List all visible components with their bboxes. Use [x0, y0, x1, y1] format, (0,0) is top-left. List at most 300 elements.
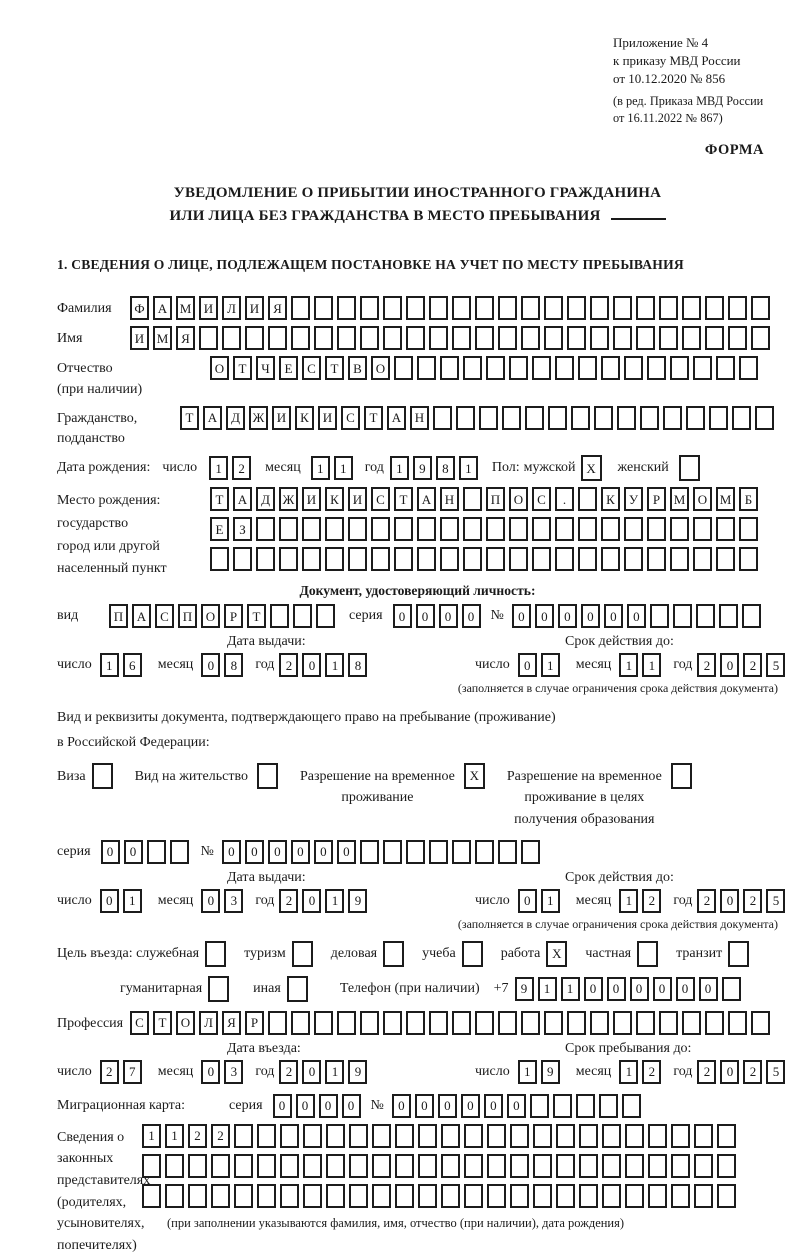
- char-box[interactable]: [728, 296, 747, 320]
- char-box[interactable]: [452, 326, 471, 350]
- char-box[interactable]: [463, 487, 482, 511]
- char-box[interactable]: [429, 296, 448, 320]
- char-box[interactable]: 0: [201, 653, 220, 677]
- char-box[interactable]: 0: [416, 604, 435, 628]
- char-box[interactable]: И: [318, 406, 337, 430]
- char-box[interactable]: [234, 1184, 253, 1208]
- char-box[interactable]: [694, 1124, 713, 1148]
- char-box[interactable]: 2: [100, 1060, 119, 1084]
- char-box[interactable]: [670, 517, 689, 541]
- char-box[interactable]: 0: [535, 604, 554, 628]
- char-box[interactable]: [647, 356, 666, 380]
- char-box[interactable]: [486, 356, 505, 380]
- char-box[interactable]: 2: [642, 889, 661, 913]
- char-box[interactable]: [475, 840, 494, 864]
- char-box[interactable]: [732, 406, 751, 430]
- char-box[interactable]: [487, 1184, 506, 1208]
- char-box[interactable]: [395, 1124, 414, 1148]
- char-box[interactable]: А: [387, 406, 406, 430]
- char-box[interactable]: [302, 517, 321, 541]
- char-box[interactable]: [245, 326, 264, 350]
- char-box[interactable]: 2: [279, 1060, 298, 1084]
- char-box[interactable]: [590, 296, 609, 320]
- char-box[interactable]: О: [176, 1011, 195, 1035]
- char-box[interactable]: [636, 326, 655, 350]
- char-box[interactable]: [509, 547, 528, 571]
- char-box[interactable]: [625, 1184, 644, 1208]
- char-box[interactable]: 1: [142, 1124, 161, 1148]
- char-box[interactable]: [705, 296, 724, 320]
- char-box[interactable]: [441, 1124, 460, 1148]
- char-box[interactable]: 0: [653, 977, 672, 1001]
- char-box[interactable]: Ф: [130, 296, 149, 320]
- char-box[interactable]: [464, 1184, 483, 1208]
- char-box[interactable]: 0: [337, 840, 356, 864]
- char-box[interactable]: [728, 941, 749, 967]
- char-box[interactable]: [602, 1184, 621, 1208]
- char-box[interactable]: [406, 1011, 425, 1035]
- char-box[interactable]: [578, 547, 597, 571]
- char-box[interactable]: [671, 763, 692, 789]
- char-box[interactable]: [188, 1184, 207, 1208]
- char-box[interactable]: [291, 326, 310, 350]
- char-box[interactable]: [590, 326, 609, 350]
- char-box[interactable]: О: [210, 356, 229, 380]
- char-box[interactable]: [640, 406, 659, 430]
- char-box[interactable]: [556, 1184, 575, 1208]
- char-box[interactable]: П: [109, 604, 128, 628]
- char-box[interactable]: 1: [541, 889, 560, 913]
- char-box[interactable]: [233, 547, 252, 571]
- char-box[interactable]: [211, 1184, 230, 1208]
- char-box[interactable]: [406, 326, 425, 350]
- char-box[interactable]: [663, 406, 682, 430]
- char-box[interactable]: [462, 941, 483, 967]
- char-box[interactable]: [440, 517, 459, 541]
- char-box[interactable]: И: [348, 487, 367, 511]
- char-box[interactable]: 0: [245, 840, 264, 864]
- char-box[interactable]: 0: [100, 889, 119, 913]
- char-box[interactable]: Н: [410, 406, 429, 430]
- char-box[interactable]: А: [203, 406, 222, 430]
- char-box[interactable]: 0: [518, 889, 537, 913]
- char-box[interactable]: Ж: [249, 406, 268, 430]
- char-box[interactable]: [553, 1094, 572, 1118]
- char-box[interactable]: [440, 356, 459, 380]
- char-box[interactable]: [302, 547, 321, 571]
- char-box[interactable]: 1: [541, 653, 560, 677]
- char-box[interactable]: Я: [268, 296, 287, 320]
- char-box[interactable]: [395, 1184, 414, 1208]
- char-box[interactable]: [463, 517, 482, 541]
- char-box[interactable]: [372, 1154, 391, 1178]
- char-box[interactable]: [325, 517, 344, 541]
- char-box[interactable]: 1: [518, 1060, 537, 1084]
- char-box[interactable]: [326, 1184, 345, 1208]
- char-box[interactable]: [418, 1184, 437, 1208]
- char-box[interactable]: [544, 1011, 563, 1035]
- char-box[interactable]: [280, 1154, 299, 1178]
- char-box[interactable]: [417, 547, 436, 571]
- char-box[interactable]: [234, 1154, 253, 1178]
- char-box[interactable]: [394, 517, 413, 541]
- char-box[interactable]: [571, 406, 590, 430]
- char-box[interactable]: [92, 763, 113, 789]
- char-box[interactable]: [716, 517, 735, 541]
- char-box[interactable]: [670, 547, 689, 571]
- char-box[interactable]: [579, 1184, 598, 1208]
- char-box[interactable]: [659, 326, 678, 350]
- char-box[interactable]: К: [295, 406, 314, 430]
- char-box[interactable]: [475, 296, 494, 320]
- char-box[interactable]: 0: [720, 653, 739, 677]
- char-box[interactable]: [142, 1154, 161, 1178]
- char-box[interactable]: Я: [222, 1011, 241, 1035]
- char-box[interactable]: [624, 356, 643, 380]
- char-box[interactable]: [510, 1154, 529, 1178]
- char-box[interactable]: 0: [201, 889, 220, 913]
- char-box[interactable]: [521, 1011, 540, 1035]
- char-box[interactable]: [601, 356, 620, 380]
- char-box[interactable]: 1: [619, 889, 638, 913]
- char-box[interactable]: О: [693, 487, 712, 511]
- char-box[interactable]: 0: [676, 977, 695, 1001]
- char-box[interactable]: 0: [302, 653, 321, 677]
- char-box[interactable]: 5: [766, 653, 785, 677]
- char-box[interactable]: [556, 1124, 575, 1148]
- char-box[interactable]: [755, 406, 774, 430]
- char-box[interactable]: 0: [584, 977, 603, 1001]
- char-box[interactable]: О: [509, 487, 528, 511]
- char-box[interactable]: 1: [100, 653, 119, 677]
- char-box[interactable]: [716, 356, 735, 380]
- char-box[interactable]: 2: [743, 1060, 762, 1084]
- char-box[interactable]: 0: [124, 840, 143, 864]
- char-box[interactable]: 2: [279, 653, 298, 677]
- char-box[interactable]: [441, 1154, 460, 1178]
- char-box[interactable]: [406, 296, 425, 320]
- char-box[interactable]: [717, 1154, 736, 1178]
- char-box[interactable]: [498, 840, 517, 864]
- char-box[interactable]: И: [130, 326, 149, 350]
- char-box[interactable]: [599, 1094, 618, 1118]
- char-box[interactable]: [383, 1011, 402, 1035]
- char-box[interactable]: [303, 1184, 322, 1208]
- char-box[interactable]: [693, 547, 712, 571]
- char-box[interactable]: 0: [630, 977, 649, 1001]
- char-box[interactable]: 1: [334, 456, 353, 480]
- char-box[interactable]: Д: [256, 487, 275, 511]
- char-box[interactable]: [602, 1124, 621, 1148]
- char-box[interactable]: [383, 840, 402, 864]
- char-box[interactable]: [456, 406, 475, 430]
- char-box[interactable]: [395, 1154, 414, 1178]
- char-box[interactable]: [452, 840, 471, 864]
- char-box[interactable]: [590, 1011, 609, 1035]
- char-box[interactable]: А: [153, 296, 172, 320]
- char-box[interactable]: 0: [268, 840, 287, 864]
- char-box[interactable]: [502, 406, 521, 430]
- char-box[interactable]: [383, 941, 404, 967]
- char-box[interactable]: [682, 1011, 701, 1035]
- char-box[interactable]: [617, 406, 636, 430]
- char-box[interactable]: [433, 406, 452, 430]
- char-box[interactable]: 0: [296, 1094, 315, 1118]
- char-box[interactable]: Е: [279, 356, 298, 380]
- char-box[interactable]: [751, 296, 770, 320]
- char-box[interactable]: [648, 1124, 667, 1148]
- char-box[interactable]: 0: [462, 604, 481, 628]
- char-box[interactable]: [303, 1124, 322, 1148]
- char-box[interactable]: 0: [393, 604, 412, 628]
- char-box[interactable]: 0: [342, 1094, 361, 1118]
- char-box[interactable]: 0: [273, 1094, 292, 1118]
- char-box[interactable]: 0: [222, 840, 241, 864]
- char-box[interactable]: [314, 326, 333, 350]
- char-box[interactable]: [256, 547, 275, 571]
- char-box[interactable]: [463, 356, 482, 380]
- char-box[interactable]: И: [302, 487, 321, 511]
- char-box[interactable]: 2: [232, 456, 251, 480]
- char-box[interactable]: С: [532, 487, 551, 511]
- char-box[interactable]: [578, 487, 597, 511]
- char-box[interactable]: [463, 547, 482, 571]
- char-box[interactable]: 8: [224, 653, 243, 677]
- char-box[interactable]: [441, 1184, 460, 1208]
- char-box[interactable]: 1: [459, 456, 478, 480]
- char-box[interactable]: [521, 326, 540, 350]
- char-box[interactable]: [509, 356, 528, 380]
- char-box[interactable]: [287, 976, 308, 1002]
- char-box[interactable]: [279, 547, 298, 571]
- char-box[interactable]: О: [371, 356, 390, 380]
- char-box[interactable]: [257, 763, 278, 789]
- char-box[interactable]: [475, 326, 494, 350]
- char-box[interactable]: [602, 1154, 621, 1178]
- char-box[interactable]: [625, 1124, 644, 1148]
- char-box[interactable]: 0: [607, 977, 626, 1001]
- char-box[interactable]: [170, 840, 189, 864]
- char-box[interactable]: Б: [739, 487, 758, 511]
- char-box[interactable]: [682, 326, 701, 350]
- char-box[interactable]: [509, 517, 528, 541]
- char-box[interactable]: 2: [743, 889, 762, 913]
- char-box[interactable]: [268, 326, 287, 350]
- char-box[interactable]: 1: [561, 977, 580, 1001]
- char-box[interactable]: [739, 517, 758, 541]
- char-box[interactable]: Я: [176, 326, 195, 350]
- char-box[interactable]: [533, 1184, 552, 1208]
- char-box[interactable]: .: [555, 487, 574, 511]
- char-box[interactable]: [647, 517, 666, 541]
- char-box[interactable]: [613, 326, 632, 350]
- char-box[interactable]: М: [153, 326, 172, 350]
- char-box[interactable]: М: [670, 487, 689, 511]
- char-box[interactable]: Т: [180, 406, 199, 430]
- char-box[interactable]: [464, 1154, 483, 1178]
- char-box[interactable]: [360, 840, 379, 864]
- char-box[interactable]: 1: [619, 653, 638, 677]
- char-box[interactable]: [555, 517, 574, 541]
- char-box[interactable]: 2: [697, 889, 716, 913]
- char-box[interactable]: [292, 941, 313, 967]
- char-box[interactable]: [314, 1011, 333, 1035]
- char-box[interactable]: 1: [123, 889, 142, 913]
- char-box[interactable]: К: [601, 487, 620, 511]
- char-box[interactable]: [567, 1011, 586, 1035]
- char-box[interactable]: [709, 406, 728, 430]
- char-box[interactable]: [624, 517, 643, 541]
- char-box[interactable]: [671, 1184, 690, 1208]
- char-box[interactable]: [498, 1011, 517, 1035]
- char-box[interactable]: [452, 1011, 471, 1035]
- char-box[interactable]: [693, 356, 712, 380]
- char-box[interactable]: 9: [413, 456, 432, 480]
- char-box[interactable]: [555, 547, 574, 571]
- char-box[interactable]: X: [581, 455, 602, 481]
- char-box[interactable]: [291, 1011, 310, 1035]
- char-box[interactable]: Ж: [279, 487, 298, 511]
- char-box[interactable]: Т: [210, 487, 229, 511]
- char-box[interactable]: [670, 356, 689, 380]
- char-box[interactable]: 2: [642, 1060, 661, 1084]
- char-box[interactable]: [486, 517, 505, 541]
- char-box[interactable]: [418, 1124, 437, 1148]
- char-box[interactable]: 9: [348, 889, 367, 913]
- char-box[interactable]: [498, 326, 517, 350]
- char-box[interactable]: [147, 840, 166, 864]
- char-box[interactable]: 1: [325, 889, 344, 913]
- char-box[interactable]: 0: [438, 1094, 457, 1118]
- char-box[interactable]: [717, 1124, 736, 1148]
- char-box[interactable]: [208, 976, 229, 1002]
- char-box[interactable]: [705, 326, 724, 350]
- char-box[interactable]: [673, 604, 692, 628]
- char-box[interactable]: [349, 1184, 368, 1208]
- char-box[interactable]: Т: [325, 356, 344, 380]
- char-box[interactable]: [486, 547, 505, 571]
- char-box[interactable]: С: [371, 487, 390, 511]
- char-box[interactable]: [624, 547, 643, 571]
- char-box[interactable]: [647, 547, 666, 571]
- char-box[interactable]: 1: [165, 1124, 184, 1148]
- char-box[interactable]: 9: [348, 1060, 367, 1084]
- char-box[interactable]: [636, 1011, 655, 1035]
- char-box[interactable]: [418, 1154, 437, 1178]
- char-box[interactable]: Ч: [256, 356, 275, 380]
- char-box[interactable]: [686, 406, 705, 430]
- char-box[interactable]: [728, 1011, 747, 1035]
- char-box[interactable]: 0: [581, 604, 600, 628]
- char-box[interactable]: [429, 1011, 448, 1035]
- char-box[interactable]: Р: [647, 487, 666, 511]
- char-box[interactable]: [475, 1011, 494, 1035]
- char-box[interactable]: [314, 296, 333, 320]
- char-box[interactable]: Л: [199, 1011, 218, 1035]
- char-box[interactable]: [694, 1154, 713, 1178]
- char-box[interactable]: [165, 1184, 184, 1208]
- char-box[interactable]: 0: [201, 1060, 220, 1084]
- char-box[interactable]: [326, 1154, 345, 1178]
- char-box[interactable]: 5: [766, 1060, 785, 1084]
- char-box[interactable]: М: [716, 487, 735, 511]
- char-box[interactable]: 1: [325, 1060, 344, 1084]
- char-box[interactable]: У: [624, 487, 643, 511]
- char-box[interactable]: [371, 547, 390, 571]
- char-box[interactable]: [383, 326, 402, 350]
- char-box[interactable]: [576, 1094, 595, 1118]
- char-box[interactable]: 5: [766, 889, 785, 913]
- char-box[interactable]: [622, 1094, 641, 1118]
- char-box[interactable]: 2: [188, 1124, 207, 1148]
- char-box[interactable]: [316, 604, 335, 628]
- char-box[interactable]: [372, 1184, 391, 1208]
- char-box[interactable]: [440, 547, 459, 571]
- char-box[interactable]: С: [130, 1011, 149, 1035]
- char-box[interactable]: А: [132, 604, 151, 628]
- char-box[interactable]: [383, 296, 402, 320]
- char-box[interactable]: 6: [123, 653, 142, 677]
- char-box[interactable]: Е: [210, 517, 229, 541]
- char-box[interactable]: 9: [541, 1060, 560, 1084]
- char-box[interactable]: [349, 1124, 368, 1148]
- char-box[interactable]: [728, 326, 747, 350]
- char-box[interactable]: [257, 1124, 276, 1148]
- char-box[interactable]: 0: [415, 1094, 434, 1118]
- char-box[interactable]: [525, 406, 544, 430]
- char-box[interactable]: М: [176, 296, 195, 320]
- char-box[interactable]: [530, 1094, 549, 1118]
- char-box[interactable]: [280, 1184, 299, 1208]
- char-box[interactable]: [648, 1154, 667, 1178]
- char-box[interactable]: Р: [224, 604, 243, 628]
- char-box[interactable]: Н: [440, 487, 459, 511]
- char-box[interactable]: [337, 1011, 356, 1035]
- char-box[interactable]: [291, 296, 310, 320]
- char-box[interactable]: 0: [392, 1094, 411, 1118]
- char-box[interactable]: 0: [484, 1094, 503, 1118]
- char-box[interactable]: 0: [627, 604, 646, 628]
- char-box[interactable]: [648, 1184, 667, 1208]
- char-box[interactable]: [544, 326, 563, 350]
- char-box[interactable]: 2: [211, 1124, 230, 1148]
- char-box[interactable]: А: [417, 487, 436, 511]
- char-box[interactable]: [510, 1124, 529, 1148]
- char-box[interactable]: [650, 604, 669, 628]
- char-box[interactable]: [594, 406, 613, 430]
- char-box[interactable]: 9: [515, 977, 534, 1001]
- char-box[interactable]: С: [155, 604, 174, 628]
- char-box[interactable]: [165, 1154, 184, 1178]
- char-box[interactable]: [360, 1011, 379, 1035]
- char-box[interactable]: [279, 517, 298, 541]
- char-box[interactable]: 1: [325, 653, 344, 677]
- char-box[interactable]: [556, 1154, 575, 1178]
- char-box[interactable]: [533, 1124, 552, 1148]
- char-box[interactable]: [532, 517, 551, 541]
- char-box[interactable]: [234, 1124, 253, 1148]
- char-box[interactable]: [487, 1154, 506, 1178]
- char-box[interactable]: Т: [247, 604, 266, 628]
- char-box[interactable]: [694, 1184, 713, 1208]
- char-box[interactable]: Л: [222, 296, 241, 320]
- char-box[interactable]: [372, 1124, 391, 1148]
- char-box[interactable]: [532, 547, 551, 571]
- char-box[interactable]: [544, 296, 563, 320]
- char-box[interactable]: [636, 296, 655, 320]
- char-box[interactable]: [371, 517, 390, 541]
- char-box[interactable]: [325, 547, 344, 571]
